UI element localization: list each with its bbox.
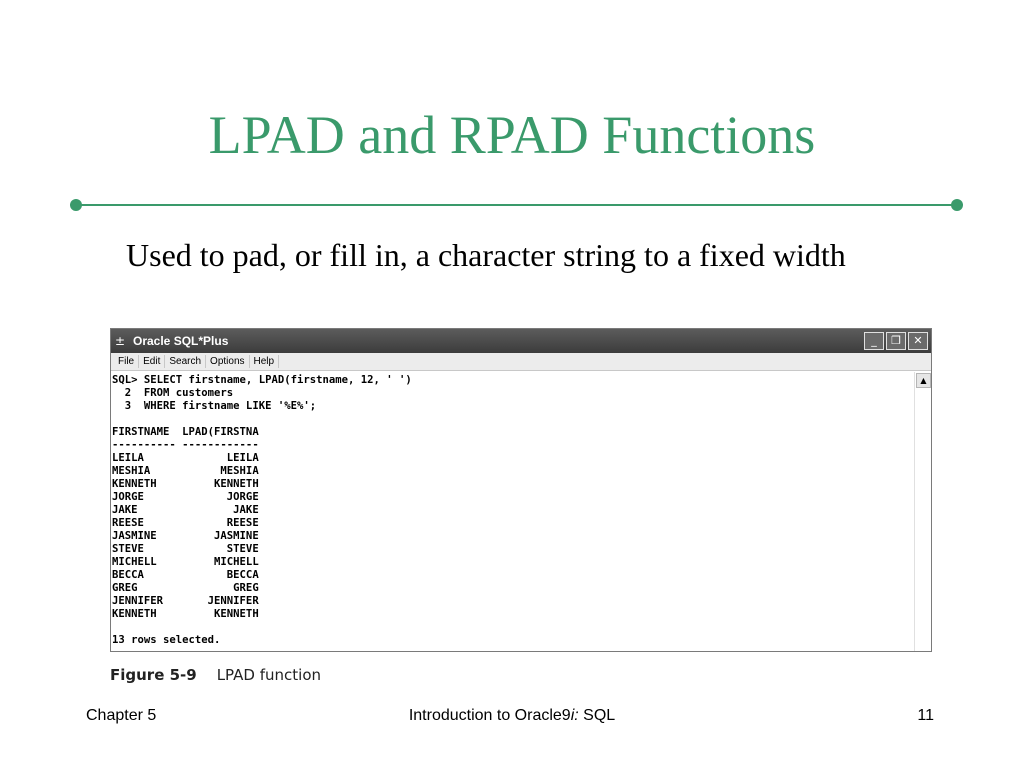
console-line: REESE REESE <box>112 517 259 529</box>
footer-course-italic: i: <box>570 707 579 724</box>
footer-course <box>0 707 1024 725</box>
window-title: Oracle SQL*Plus <box>133 334 229 348</box>
footer-course-suffix: SQL <box>578 707 616 724</box>
console-line <box>112 413 915 426</box>
console-line: KENNETH KENNETH <box>112 478 259 490</box>
console-line: FIRSTNAME LPAD(FIRSTNA <box>112 426 259 438</box>
console-line: SQL> SELECT firstname, LPAD(firstname, 12, ' ') <box>112 374 412 386</box>
title-divider <box>77 204 957 206</box>
menu-search[interactable]: Search <box>165 355 206 368</box>
vertical-scrollbar[interactable] <box>914 372 931 651</box>
minimize-icon[interactable]: _ <box>864 332 884 350</box>
window-controls <box>864 332 931 350</box>
console-line: STEVE STEVE <box>112 543 259 555</box>
close-icon[interactable]: ✕ <box>908 332 928 350</box>
footer-chapter: Chapter 5 <box>86 707 157 724</box>
menu-options[interactable]: Options <box>206 355 249 368</box>
footer-page-number: 11 <box>917 707 934 724</box>
menu-file[interactable]: File <box>114 355 139 368</box>
console-line: MICHELL MICHELL <box>112 556 259 568</box>
figure-caption <box>110 666 321 684</box>
console-line: 2 FROM customers <box>112 387 234 399</box>
sqlplus-window <box>110 328 932 652</box>
console-line <box>112 621 915 634</box>
console-line: JASMINE JASMINE <box>112 530 259 542</box>
console-line: GREG GREG <box>112 582 259 594</box>
menu-bar <box>111 353 931 371</box>
figure-text: LPAD function <box>216 666 321 684</box>
console-line: 3 WHERE firstname LIKE '%E%'; <box>112 400 317 412</box>
console-output[interactable] <box>111 372 915 652</box>
slide-title: LPAD and RPAD Functions <box>208 105 816 165</box>
footer-course-prefix: Introduction to Oracle9 <box>408 707 571 724</box>
rule-right-dot <box>951 199 963 211</box>
console-line: 13 rows selected. <box>112 634 221 646</box>
console-line: JAKE JAKE <box>112 504 259 516</box>
scroll-up-icon[interactable]: ▲ <box>916 373 931 388</box>
menu-edit[interactable]: Edit <box>139 355 165 368</box>
restore-icon[interactable]: ❐ <box>886 332 906 350</box>
console-line: MESHIA MESHIA <box>112 465 259 477</box>
console-line: JENNIFER JENNIFER <box>112 595 259 607</box>
console-line: BECCA BECCA <box>112 569 259 581</box>
console-line: JORGE JORGE <box>112 491 259 503</box>
figure-number: Figure 5-9 <box>110 666 197 684</box>
window-titlebar[interactable] <box>111 329 931 353</box>
console-line: ---------- ------------ <box>112 439 259 451</box>
sqlplus-app-icon[interactable]: ± <box>115 334 126 348</box>
console-line: KENNETH KENNETH <box>112 608 259 620</box>
menu-help[interactable]: Help <box>250 355 280 368</box>
console-line: LEILA LEILA <box>112 452 259 464</box>
bullet-text: Used to pad, or fill in, a character string to a fixed width <box>126 237 846 273</box>
